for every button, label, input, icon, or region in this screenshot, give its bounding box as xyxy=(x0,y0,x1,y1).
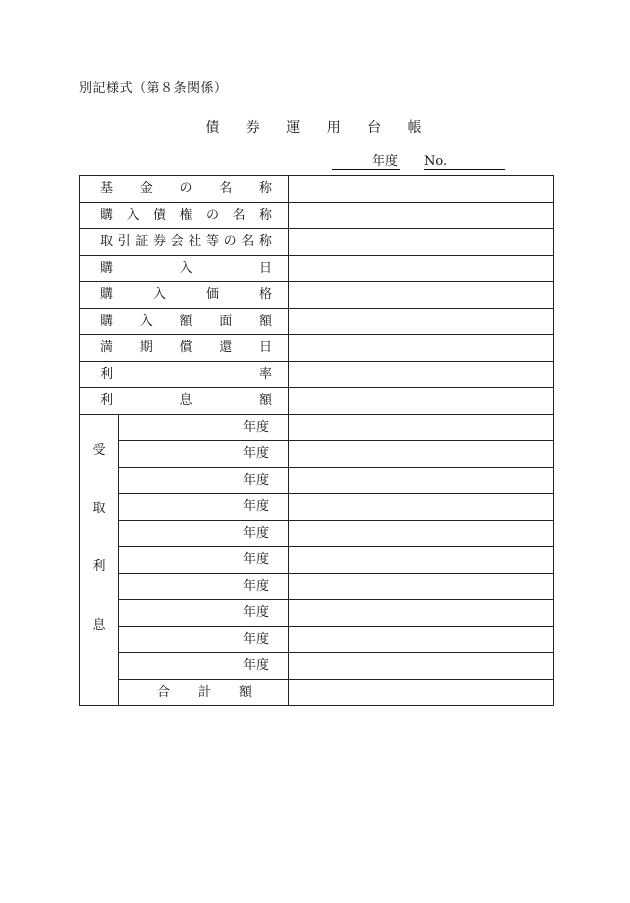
row-value-cell[interactable] xyxy=(289,308,554,335)
ledger-row xyxy=(80,229,554,256)
row-label-text: 基 金 の 名 称 xyxy=(100,181,273,197)
interest-value-cell[interactable] xyxy=(289,573,554,600)
interest-received-label: 受 取 利 息 xyxy=(80,414,119,706)
interest-value-cell[interactable] xyxy=(289,547,554,574)
fiscal-year-label: 年度 xyxy=(119,441,289,468)
interest-value-cell[interactable] xyxy=(289,414,554,441)
interest-year-row xyxy=(80,467,554,494)
fiscal-year-label: 年度 xyxy=(119,600,289,627)
form-reference: 別記様式（第８条関係） xyxy=(79,81,228,96)
row-value-cell[interactable] xyxy=(289,361,554,388)
interest-year-row xyxy=(80,441,554,468)
bond-ledger-table xyxy=(79,175,554,706)
fiscal-year-label: 年度 xyxy=(119,494,289,521)
row-label xyxy=(80,308,289,335)
page-title: 債 券 運 用 台 帳 xyxy=(205,120,433,136)
interest-year-row xyxy=(80,626,554,653)
row-value-cell[interactable] xyxy=(289,229,554,256)
row-label-text: 購 入 価 格 xyxy=(100,287,273,303)
ledger-row xyxy=(80,361,554,388)
row-label-text: 購 入 額 面 額 xyxy=(100,313,273,329)
row-label-text: 利 息 額 xyxy=(100,393,273,409)
fiscal-year-label: 年度 xyxy=(119,547,289,574)
interest-value-cell[interactable] xyxy=(289,600,554,627)
total-label-text: 合 計 額 xyxy=(157,684,253,700)
row-value-cell[interactable] xyxy=(289,202,554,229)
year-input-blank[interactable] xyxy=(332,154,372,170)
ledger-row xyxy=(80,282,554,309)
interest-year-row xyxy=(80,573,554,600)
row-label xyxy=(80,255,289,282)
row-value-cell[interactable] xyxy=(289,255,554,282)
row-value-cell[interactable] xyxy=(289,282,554,309)
interest-year-row xyxy=(80,547,554,574)
number-label: No. xyxy=(424,154,448,169)
interest-year-row xyxy=(80,520,554,547)
interest-value-cell[interactable] xyxy=(289,494,554,521)
row-label xyxy=(80,335,289,362)
ledger-row xyxy=(80,388,554,415)
row-label xyxy=(80,282,289,309)
fiscal-year-label: 年度 xyxy=(119,414,289,441)
year-number-line xyxy=(0,154,630,172)
row-label-text: 購 入 日 xyxy=(100,260,273,276)
ledger-row xyxy=(80,308,554,335)
ledger-row xyxy=(80,335,554,362)
ledger-row xyxy=(80,176,554,203)
fiscal-year-label: 年度 xyxy=(119,653,289,680)
row-label xyxy=(80,202,289,229)
total-label xyxy=(119,679,289,706)
row-label-text: 取 引 証 券 会 社 等 の 名 称 xyxy=(100,234,272,250)
interest-year-row xyxy=(80,414,554,441)
ledger-row xyxy=(80,255,554,282)
fiscal-year-label: 年度 xyxy=(119,626,289,653)
interest-year-row xyxy=(80,600,554,627)
interest-value-cell[interactable] xyxy=(289,441,554,468)
row-label-text: 購 入 債 権 の 名 称 xyxy=(100,207,273,223)
row-label xyxy=(80,388,289,415)
interest-value-cell[interactable] xyxy=(289,626,554,653)
row-label-text: 満 期 償 還 日 xyxy=(100,340,273,356)
row-value-cell[interactable] xyxy=(289,176,554,203)
total-row xyxy=(80,679,554,706)
row-label xyxy=(80,361,289,388)
row-value-cell[interactable] xyxy=(289,388,554,415)
interest-year-row xyxy=(80,494,554,521)
total-value-cell[interactable] xyxy=(289,679,554,706)
row-value-cell[interactable] xyxy=(289,335,554,362)
interest-value-cell[interactable] xyxy=(289,653,554,680)
row-label xyxy=(80,176,289,203)
interest-value-cell[interactable] xyxy=(289,467,554,494)
fiscal-year-label: 年度 xyxy=(119,573,289,600)
ledger-row xyxy=(80,202,554,229)
row-label-text: 利 率 xyxy=(100,366,273,382)
year-label: 年度 xyxy=(372,154,399,169)
row-label xyxy=(80,229,289,256)
number-input-blank[interactable] xyxy=(444,154,505,170)
fiscal-year-label: 年度 xyxy=(119,467,289,494)
fiscal-year-label: 年度 xyxy=(119,520,289,547)
interest-value-cell[interactable] xyxy=(289,520,554,547)
interest-year-row xyxy=(80,653,554,680)
